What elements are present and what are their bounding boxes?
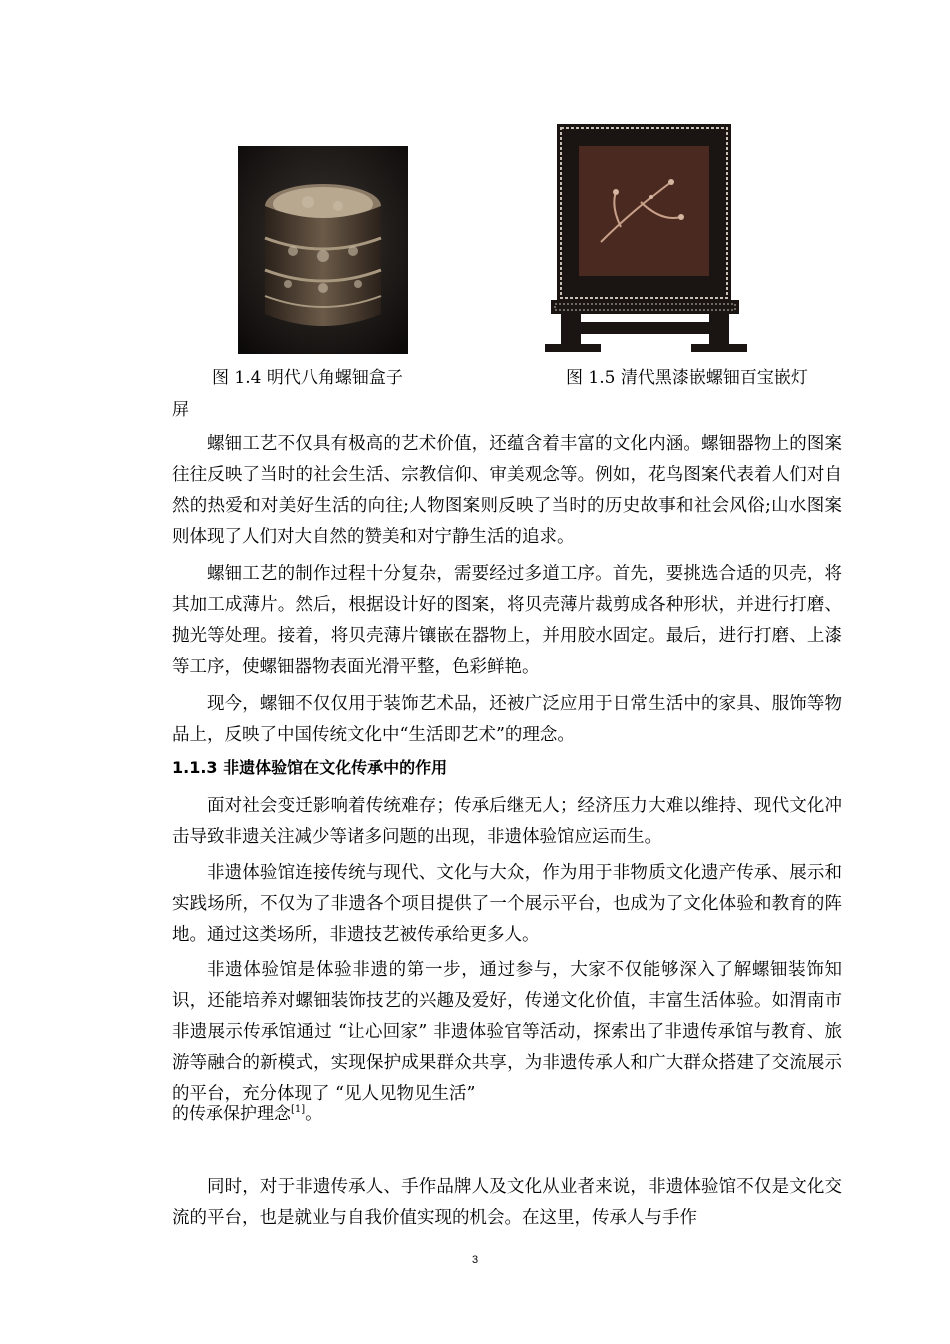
citation-reference[interactable]: [1]	[291, 1104, 306, 1115]
paragraph-first-step-end	[172, 1093, 842, 1131]
paragraph-cultural-connotation: 螺钿工艺不仅具有极高的艺术价值，还蕴含着丰富的文化内涵。螺钿器物上的图案往往反映了当时的社会生活、宗教信仰、审美观念等。例如，花鸟图案代表着人们对自然的热爱和对美好生活的向往;人物图案则反映了当时的历史故事和社会风俗;山水图案则体现了人们对大自然的赞美和对宁静生活的追求。	[172, 434, 842, 547]
paragraph-modern-application: 现今，螺钿不仅仅用于装饰艺术品，还被广泛应用于日常生活中的家具、服饰等物品上，反映了中国传统文化中“生活即艺术”的理念。	[172, 694, 842, 745]
paragraph-experience-hall-role: 非遗体验馆连接传统与现代、文化与大众，作为用于非物质文化遗产传承、展示和实践场所，不仅为了非遗各个项目提供了一个展示平台，也成为了文化体验和教育的阵地。通过这类场所，非遗技艺被传承给更多人。	[172, 863, 842, 945]
paragraph-challenges: 面对社会变迁影响着传统难存；传承后继无人；经济压力大难以维持、现代文化冲击导致非遗关注减少等诸多问题的出现，非遗体验馆应运而生。	[172, 796, 842, 847]
paragraph-end-mark: 。	[305, 1103, 323, 1124]
paragraph-first-step: 非遗体验馆是体验非遗的第一步，通过参与，大家不仅能够深入了解螺钿装饰知识，还能培养对螺钿装饰技艺的兴趣及爱好，传递文化价值，丰富生活体验。如渭南市非遗展示传承馆通过 “让心回家” 非遗体验官等活动，探索出了非遗传承馆与教育、旅游等融合的新模式，实现保护成果群众共享，为非遗传承人和广大群众搭建了交流展示的平台，充分体现了 “见人见物见生活”	[172, 960, 842, 1104]
paragraph-production-process: 螺钿工艺的制作过程十分复杂，需要经过多道工序。首先，要挑选合适的贝壳，将其加工成薄片。然后，根据设计好的图案，将贝壳薄片裁剪成各种形状，并进行打磨、抛光等处理。接着，将贝壳薄片镶嵌在器物上，并用胶水固定。最后，进行打磨、上漆等工序，使螺钿器物表面光滑平整，色彩鲜艳。	[172, 564, 842, 677]
figure-caption-1-5-continued: 屏	[172, 400, 189, 420]
figure-octagonal-box-image	[238, 146, 408, 354]
figure-caption-1-5: 图 1.5 清代黑漆嵌螺钿百宝嵌灯	[566, 368, 808, 388]
figure-lamp-screen-image	[541, 122, 753, 354]
figure-caption-1-4: 图 1.4 明代八角螺钿盒子	[212, 368, 403, 388]
paragraph-continuation-text: 的传承保护理念	[172, 1103, 291, 1124]
section-heading: 1.1.3 非遗体验馆在文化传承中的作用	[172, 758, 448, 777]
page-number: 3	[471, 1254, 479, 1266]
paragraph-employment-opportunity: 同时，对于非遗传承人、手作品牌人及文化从业者来说，非遗体验馆不仅是文化交流的平台，也是就业与自我价值实现的机会。在这里，传承人与手作	[172, 1177, 842, 1228]
